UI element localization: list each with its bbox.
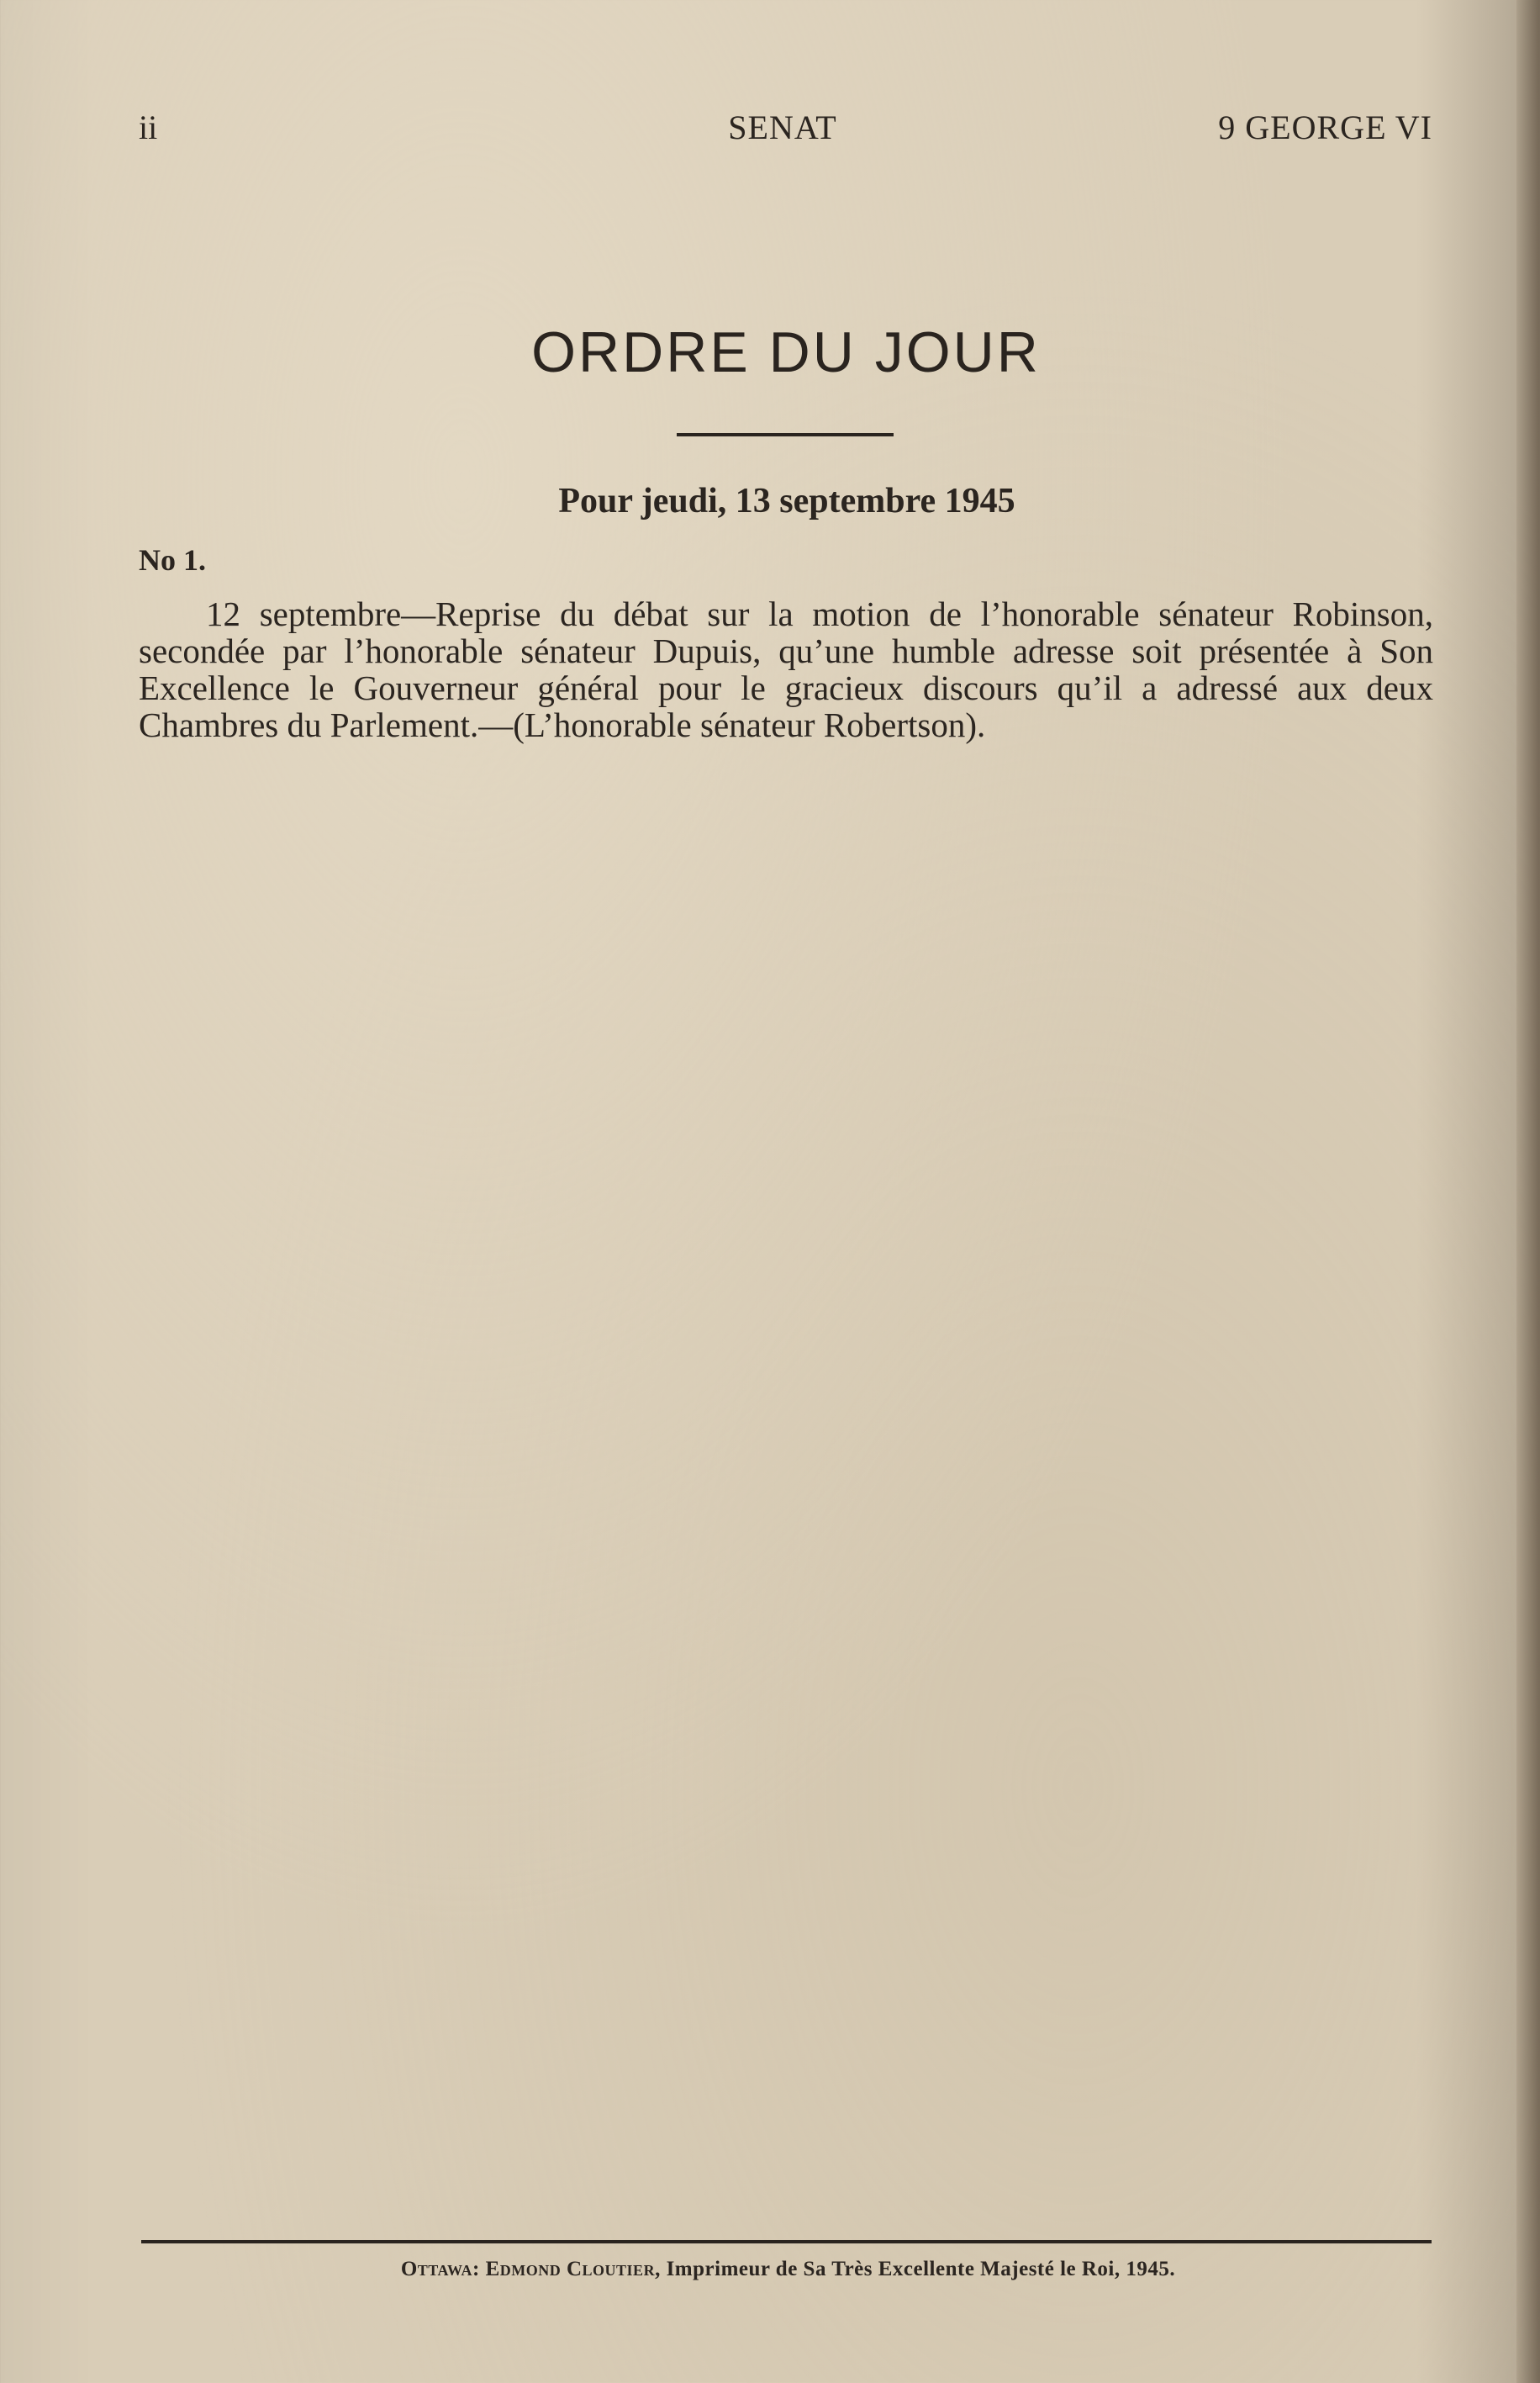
printer-imprint bbox=[0, 2258, 1540, 2281]
footer-divider bbox=[141, 2240, 1432, 2243]
page-title: ORDRE DU JOUR bbox=[531, 320, 1041, 384]
item-number: No 1. bbox=[139, 543, 206, 577]
page-number: ii bbox=[139, 108, 158, 146]
imprint-printer-name: Edmond Cloutier bbox=[485, 2258, 656, 2280]
imprint-colon: : bbox=[472, 2258, 486, 2280]
date-heading: Pour jeudi, 13 septembre 1945 bbox=[558, 482, 1015, 520]
running-head-reign: 9 GEORGE VI bbox=[1218, 108, 1432, 146]
imprint-printer-title: , Imprimeur de Sa Très Excellente Majesté le Roi, 1945. bbox=[655, 2258, 1176, 2280]
running-head-title: SENAT bbox=[728, 108, 837, 146]
title-divider bbox=[677, 433, 894, 436]
item-text: 12 septembre—Reprise du débat sur la motion de l’honorable sénateur Robinson, secondée par l’honorable sénateur Dupuis, qu’une humble adresse soit présentée à Son Excellence le Gouverneur général pour le gracieux discours qu’il a adressé aux deux Chambres du Parlement.—(L’honorable sénateur Robertson). bbox=[139, 594, 1433, 744]
imprint-city: Ottawa bbox=[400, 2258, 472, 2280]
running-head bbox=[0, 108, 1540, 150]
